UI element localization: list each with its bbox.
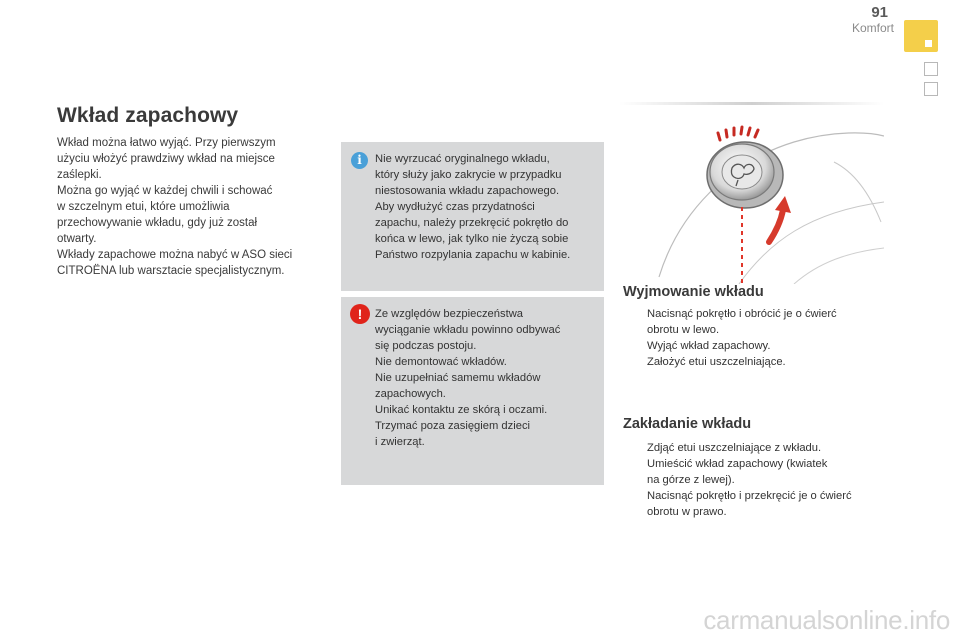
note-line: wyciąganie wkładu powinno odbywać (375, 324, 561, 336)
fitting-steps (623, 440, 883, 520)
list-item (623, 488, 883, 520)
note-line: Państwo rozpylania zapachu w kabinie. (375, 249, 571, 261)
note-line: zapachu, należy przekręcić pokrętło do (375, 217, 569, 229)
note-line: Nie uzupełniać samemu wkładów (375, 372, 541, 384)
page-title: Wkład zapachowy (57, 104, 239, 127)
warning-note (341, 297, 604, 485)
step-line: na górze z lewej). (647, 474, 735, 486)
step-line: obrotu w prawo. (647, 506, 727, 518)
step-line: Zdjąć etui uszczelniające z wkładu. (647, 442, 822, 454)
intro-line: użyciu włożyć prawdziwy wkład na miejsce (57, 153, 275, 165)
step-line: Założyć etui uszczelniające. (647, 356, 786, 368)
info-note-text (375, 151, 597, 263)
chapter-tab[interactable] (924, 82, 938, 96)
list-item (623, 338, 883, 354)
watermark: carmanualsonline.info (703, 605, 950, 635)
intro-line: CITROËNA lub warsztacie specjalistycznym. (57, 265, 285, 277)
note-line: Nie demontować wkładów. (375, 356, 507, 368)
warning-icon: ! (350, 304, 370, 324)
intro-line: przechowywanie wkładu, gdy już został (57, 217, 258, 229)
page-number: 91 (871, 4, 888, 21)
intro-line: Wkład można łatwo wyjąć. Przy pierwszym (57, 137, 276, 149)
intro-line: w szczelnym etui, które umożliwia (57, 201, 230, 213)
list-item (623, 354, 883, 370)
note-line: niestosowania wkładu zapachowego. (375, 185, 560, 197)
intro-line: Można go wyjąć w każdej chwili i schować (57, 185, 273, 197)
note-line: końca w lewo, jak tylko nie życzą sobie (375, 233, 569, 245)
note-line: Unikać kontaktu ze skórą i oczami. (375, 404, 548, 416)
fragrance-dial-illustration (619, 102, 884, 284)
note-line: zapachowych. (375, 388, 446, 400)
intro-text (57, 135, 317, 279)
note-line: Trzymać poza zasięgiem dzieci (375, 420, 531, 432)
step-line: Nacisnąć pokrętło i obrócić je o ćwierć (647, 308, 837, 320)
note-line: który służy jako zakrycie w przypadku (375, 169, 562, 181)
step-line: Nacisnąć pokrętło i przekręcić je o ćwierć (647, 490, 852, 502)
info-icon: i (351, 152, 368, 169)
list-item (623, 456, 883, 488)
intro-line: zaślepki. (57, 169, 102, 181)
chapter-tab[interactable] (924, 62, 938, 76)
list-item (623, 440, 883, 456)
warning-note-text (375, 306, 597, 450)
intro-line: otwarty. (57, 233, 97, 245)
separator-bar (619, 102, 884, 105)
fitting-heading: Zakładanie wkładu (623, 416, 752, 432)
note-line: Aby wydłużyć czas przydatności (375, 201, 535, 213)
note-line: i zwierząt. (375, 436, 425, 448)
note-line: Nie wyrzucać oryginalnego wkładu, (375, 153, 550, 165)
info-note (341, 142, 604, 291)
list-item (623, 306, 883, 338)
chapter-tab-active[interactable] (904, 20, 938, 52)
step-line: Wyjąć wkład zapachowy. (647, 340, 771, 352)
removal-steps (623, 306, 883, 370)
note-line: Ze względów bezpieczeństwa (375, 308, 523, 320)
chapter-label: Komfort (851, 21, 894, 35)
removal-heading: Wyjmowanie wkładu (623, 284, 764, 300)
step-line: obrotu w lewo. (647, 324, 720, 336)
tab-square-icon (925, 40, 932, 47)
intro-line: Wkłady zapachowe można nabyć w ASO sieci (57, 249, 293, 261)
step-line: Umieścić wkład zapachowy (kwiatek (647, 458, 828, 470)
note-line: się podczas postoju. (375, 340, 477, 352)
